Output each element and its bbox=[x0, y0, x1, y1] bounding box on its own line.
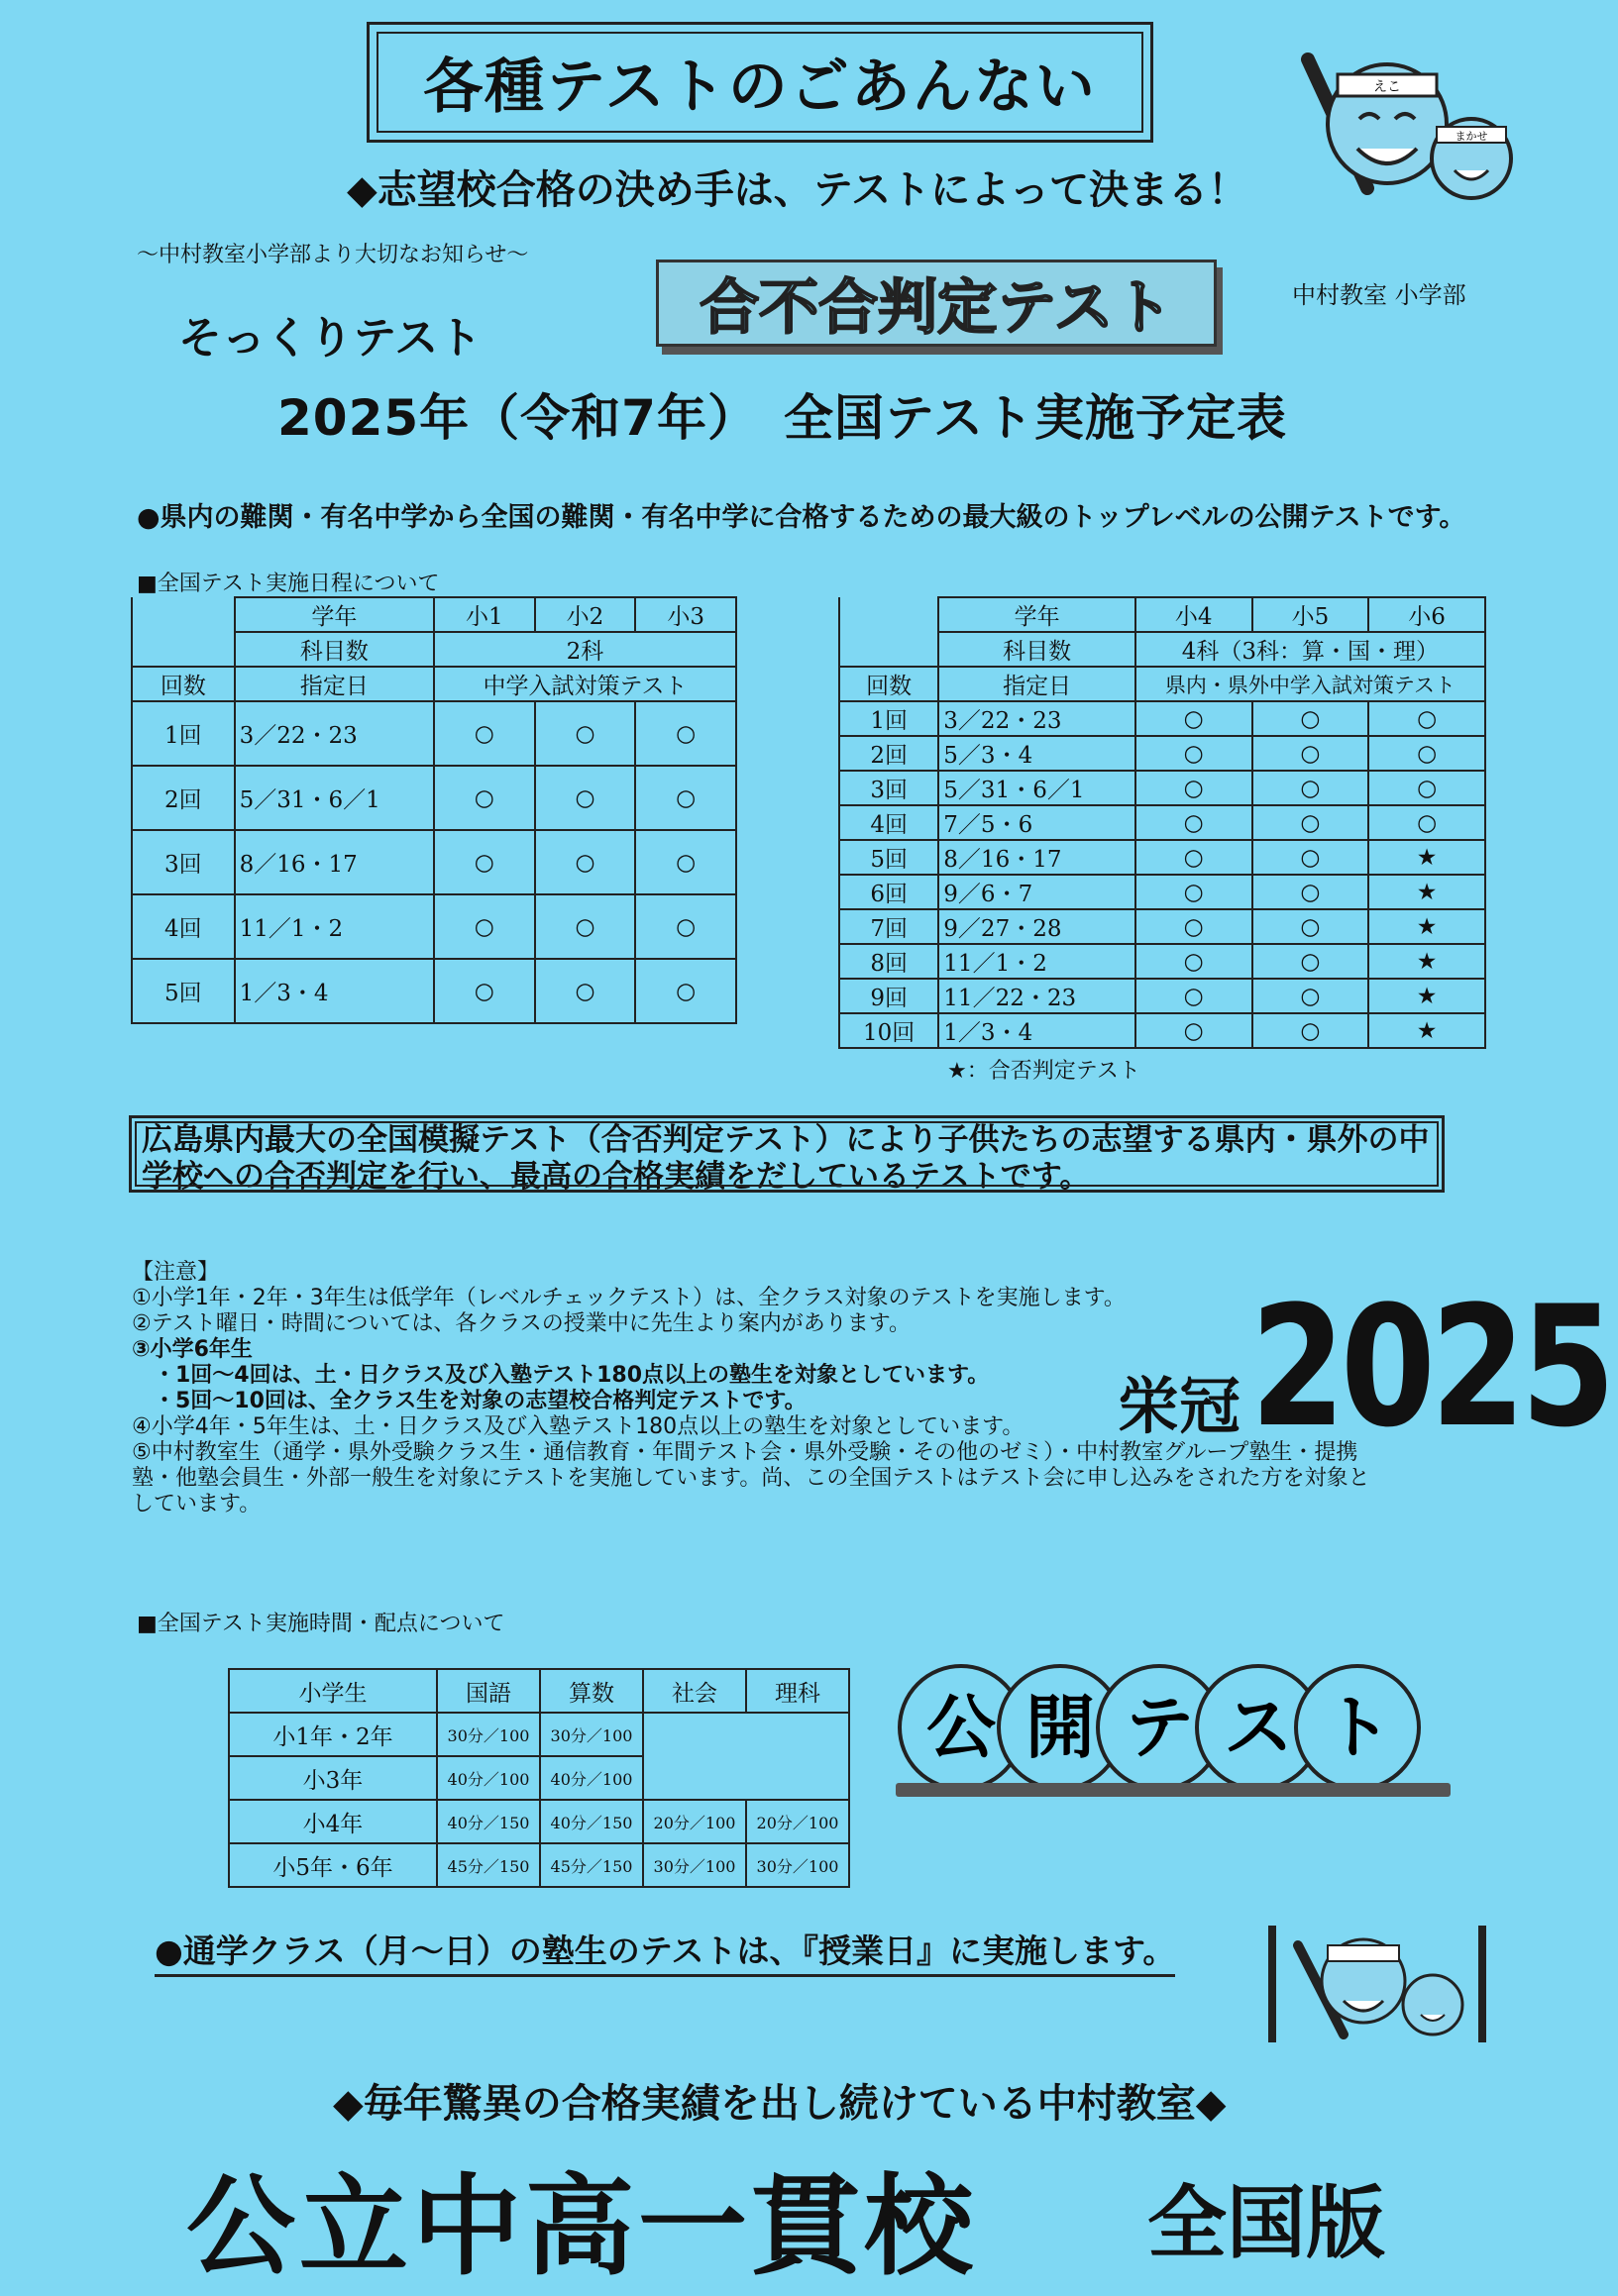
mark-cell: ○ bbox=[1252, 771, 1369, 805]
mark-cell: ○ bbox=[1252, 840, 1369, 875]
mark-cell: ○ bbox=[1368, 701, 1485, 736]
note-line: ②テスト曜日・時間については、各クラスの授業中に先生より案内があります。 bbox=[132, 1311, 911, 1336]
date-cell: 7／5・6 bbox=[938, 805, 1135, 840]
mascot-band-text: えこ bbox=[1373, 79, 1401, 95]
table-row bbox=[132, 894, 736, 959]
main-heading: 2025年（令和7年） 全国テスト実施予定表 bbox=[277, 389, 1287, 447]
star-mark-cell: ★ bbox=[1368, 909, 1485, 944]
score-cell: 40分／100 bbox=[540, 1756, 643, 1800]
table-row bbox=[839, 909, 1485, 944]
time-score-table bbox=[228, 1668, 850, 1888]
header-round: 回数 bbox=[132, 667, 235, 701]
note-line: しています。 bbox=[132, 1492, 262, 1516]
subjects-value: 4科（3科：算・国・理） bbox=[1135, 632, 1485, 667]
header-cell: 理科 bbox=[746, 1669, 849, 1713]
round-cell: 4回 bbox=[839, 805, 938, 840]
schedule-section-label: ■全国テスト実施日程について bbox=[137, 572, 440, 596]
note-line: 塾・他塾会員生・外部一般生を対象にテストを実施しています。尚、この全国テストはテスト会に申し込みをされた方を対象と bbox=[132, 1466, 1370, 1491]
mark-cell: ○ bbox=[1368, 771, 1485, 805]
score-cell: 40分／150 bbox=[540, 1800, 643, 1843]
score-cell: 40分／150 bbox=[437, 1800, 540, 1843]
mascot-illustration bbox=[1288, 40, 1526, 208]
table-row bbox=[132, 959, 736, 1023]
date-cell: 8／16・17 bbox=[938, 840, 1135, 875]
goukaku-test-label: 合不合判定テスト bbox=[656, 260, 1217, 347]
mark-cell: ○ bbox=[1368, 736, 1485, 771]
score-cell: 30分／100 bbox=[746, 1843, 849, 1887]
round-cell: 9回 bbox=[839, 979, 938, 1013]
table-row bbox=[229, 1843, 849, 1887]
divider-bar bbox=[1478, 1926, 1486, 2042]
star-mark-cell: ★ bbox=[1368, 1013, 1485, 1048]
score-cell: 30分／100 bbox=[643, 1843, 746, 1887]
eikan-label: 栄冠 bbox=[1118, 1370, 1241, 1442]
grade-cell: 小3年 bbox=[229, 1756, 437, 1800]
grade-col: 小5 bbox=[1252, 597, 1369, 632]
lower-grade-schedule-table bbox=[131, 596, 737, 1024]
mark-cell: ○ bbox=[1135, 909, 1252, 944]
score-cell: 40分／100 bbox=[437, 1756, 540, 1800]
mark-cell: ○ bbox=[1252, 736, 1369, 771]
note-line: ③小学6年生 bbox=[132, 1337, 253, 1362]
girl-face-icon bbox=[1403, 1975, 1462, 2035]
date-cell: 9／6・7 bbox=[938, 875, 1135, 909]
mark-cell: ○ bbox=[535, 894, 636, 959]
header-subjects: 科目数 bbox=[235, 632, 434, 667]
mark-cell: ○ bbox=[1135, 701, 1252, 736]
mark-cell: ○ bbox=[1135, 979, 1252, 1013]
note-line: ⑤中村教室生（通学・県外受験クラス生・通信教育・年間テスト会・県外受験・その他のゼミ）・中村教室グループ塾生・提携 bbox=[132, 1440, 1358, 1465]
grade-col: 小1 bbox=[434, 597, 535, 632]
table-row bbox=[229, 1800, 849, 1843]
test-name: 中学入試対策テスト bbox=[434, 667, 736, 701]
notes-heading: 【注意】 bbox=[132, 1260, 220, 1285]
date-cell: 5／3・4 bbox=[938, 736, 1135, 771]
footer-slogan: ◆毎年驚異の合格実績を出し続けている中村教室◆ bbox=[333, 2081, 1227, 2127]
table-row bbox=[839, 944, 1485, 979]
grade-col: 小6 bbox=[1368, 597, 1485, 632]
grade-cell: 小4年 bbox=[229, 1800, 437, 1843]
header-cell: 算数 bbox=[540, 1669, 643, 1713]
divider-bar bbox=[1268, 1926, 1276, 2042]
mark-cell: ○ bbox=[635, 766, 736, 830]
mark-cell: ○ bbox=[635, 894, 736, 959]
star-mark-cell: ★ bbox=[1368, 840, 1485, 875]
kokai-char: 開 bbox=[1025, 1687, 1095, 1768]
round-cell: 5回 bbox=[132, 959, 235, 1023]
mascot-band-text-2: まかせ bbox=[1455, 130, 1488, 143]
table-row bbox=[132, 830, 736, 894]
upper-grade-schedule-table bbox=[838, 596, 1486, 1049]
mark-cell: ○ bbox=[1252, 909, 1369, 944]
mark-cell: ○ bbox=[535, 766, 636, 830]
date-cell: 5／31・6／1 bbox=[235, 766, 434, 830]
mark-cell: ○ bbox=[434, 766, 535, 830]
score-cell: 20分／100 bbox=[643, 1800, 746, 1843]
star-mark-cell: ★ bbox=[1368, 944, 1485, 979]
date-cell: 3／22・23 bbox=[938, 701, 1135, 736]
round-cell: 2回 bbox=[132, 766, 235, 830]
table-row bbox=[839, 736, 1485, 771]
grade-col: 小3 bbox=[635, 597, 736, 632]
note-line: ①小学1年・2年・3年生は低学年（レベルチェックテスト）は、全クラス対象のテストを実施します。 bbox=[132, 1286, 1126, 1310]
table-row bbox=[229, 1713, 849, 1756]
mark-cell: ○ bbox=[635, 701, 736, 766]
kokai-char: テ bbox=[1125, 1687, 1194, 1768]
table-row bbox=[839, 840, 1485, 875]
note-line: ④小学4年・5年生は、土・日クラス及び入塾テスト180点以上の塾生を対象としています。 bbox=[132, 1414, 1025, 1439]
mark-cell: ○ bbox=[1252, 979, 1369, 1013]
grade-cell: 小1年・2年 bbox=[229, 1713, 437, 1756]
round-cell: 3回 bbox=[132, 830, 235, 894]
table-row bbox=[839, 875, 1485, 909]
mark-cell: ○ bbox=[1135, 1013, 1252, 1048]
table-header-row bbox=[229, 1669, 849, 1713]
grade-col: 小2 bbox=[535, 597, 636, 632]
grade-col: 小4 bbox=[1135, 597, 1252, 632]
header-cell: 社会 bbox=[643, 1669, 746, 1713]
lead-text: ●県内の難関・有名中学から全国の難関・有名中学に合格するための最大級のトップレベルの公開テストです。 bbox=[137, 502, 1466, 533]
table-row bbox=[839, 805, 1485, 840]
round-cell: 4回 bbox=[132, 894, 235, 959]
mark-cell: ○ bbox=[1135, 875, 1252, 909]
mark-cell: ○ bbox=[434, 701, 535, 766]
mark-cell: ○ bbox=[1135, 805, 1252, 840]
round-cell: 5回 bbox=[839, 840, 938, 875]
table-corner bbox=[132, 597, 235, 632]
header-cell: 国語 bbox=[437, 1669, 540, 1713]
mark-cell: ○ bbox=[535, 701, 636, 766]
mark-cell: ○ bbox=[1252, 701, 1369, 736]
date-cell: 1／3・4 bbox=[938, 1013, 1135, 1048]
time-section-label: ■全国テスト実施時間・配点について bbox=[137, 1612, 505, 1636]
kokai-base-bar bbox=[896, 1783, 1451, 1797]
mark-cell: ○ bbox=[1135, 840, 1252, 875]
date-cell: 5／31・6／1 bbox=[938, 771, 1135, 805]
mark-cell: ○ bbox=[1135, 944, 1252, 979]
empty-cell bbox=[643, 1713, 849, 1800]
mark-cell: ○ bbox=[434, 830, 535, 894]
table-row bbox=[839, 771, 1485, 805]
table-corner bbox=[839, 632, 938, 667]
header-subjects: 科目数 bbox=[938, 632, 1135, 667]
score-cell: 45分／150 bbox=[437, 1843, 540, 1887]
round-cell: 1回 bbox=[132, 701, 235, 766]
mark-cell: ○ bbox=[1135, 736, 1252, 771]
header-cell: 小学生 bbox=[229, 1669, 437, 1713]
star-mark-cell: ★ bbox=[1368, 875, 1485, 909]
subtitle: ◆志望校合格の決め手は、テストによって決まる！ bbox=[347, 167, 1248, 213]
grade-cell: 小5年・6年 bbox=[229, 1843, 437, 1887]
date-cell: 9／27・28 bbox=[938, 909, 1135, 944]
round-cell: 6回 bbox=[839, 875, 938, 909]
footer-big-title: 公立中高一貫校 bbox=[186, 2163, 977, 2290]
note-line: ・5回～10回は、全クラス生を対象の志望校合格判定テストです。 bbox=[132, 1389, 807, 1413]
round-cell: 3回 bbox=[839, 771, 938, 805]
tsugaku-note: ●通学クラス（月～日）の塾生のテストは、『授業日』に実施します。 bbox=[155, 1926, 1175, 1977]
mark-cell: ○ bbox=[434, 959, 535, 1023]
score-cell: 30分／100 bbox=[540, 1713, 643, 1756]
mark-cell: ○ bbox=[635, 959, 736, 1023]
sokkuri-test-label: そっくりテスト bbox=[178, 313, 483, 364]
round-cell: 1回 bbox=[839, 701, 938, 736]
mark-cell: ○ bbox=[1368, 805, 1485, 840]
kokai-char: ス bbox=[1224, 1687, 1293, 1768]
mark-cell: ○ bbox=[1252, 805, 1369, 840]
mark-cell: ○ bbox=[535, 830, 636, 894]
kokai-char: ト bbox=[1323, 1687, 1392, 1768]
page-title: 各種テストのごあんない bbox=[367, 22, 1153, 143]
eikan-year: 2025 bbox=[1250, 1270, 1611, 1464]
table-row bbox=[839, 701, 1485, 736]
date-cell: 3／22・23 bbox=[235, 701, 434, 766]
mark-cell: ○ bbox=[535, 959, 636, 1023]
score-cell: 30分／100 bbox=[437, 1713, 540, 1756]
header-grade: 学年 bbox=[235, 597, 434, 632]
mark-cell: ○ bbox=[1252, 1013, 1369, 1048]
footer-edition: 全国版 bbox=[1147, 2177, 1385, 2269]
kokai-char: 公 bbox=[926, 1687, 996, 1768]
round-cell: 7回 bbox=[839, 909, 938, 944]
header-date: 指定日 bbox=[938, 667, 1135, 701]
date-cell: 1／3・4 bbox=[235, 959, 434, 1023]
table-corner bbox=[132, 632, 235, 667]
note-line: ・1回～4回は、土・日クラス及び入塾テスト180点以上の塾生を対象としています。 bbox=[132, 1363, 990, 1388]
star-legend: ★：合否判定テスト bbox=[947, 1059, 1140, 1084]
date-cell: 11／1・2 bbox=[235, 894, 434, 959]
table-row bbox=[839, 1013, 1485, 1048]
mark-cell: ○ bbox=[1252, 875, 1369, 909]
score-cell: 20分／100 bbox=[746, 1800, 849, 1843]
school-name: 中村教室 小学部 bbox=[1292, 281, 1466, 309]
date-cell: 11／22・23 bbox=[938, 979, 1135, 1013]
test-name: 県内・県外中学入試対策テスト bbox=[1135, 667, 1485, 701]
header-date: 指定日 bbox=[235, 667, 434, 701]
subjects-value: 2科 bbox=[434, 632, 736, 667]
mascot-small-illustration bbox=[1284, 1926, 1472, 2042]
mark-cell: ○ bbox=[434, 894, 535, 959]
notice-text: ～中村教室小学部より大切なお知らせ～ bbox=[137, 243, 529, 267]
score-cell: 45分／150 bbox=[540, 1843, 643, 1887]
star-mark-cell: ★ bbox=[1368, 979, 1485, 1013]
round-cell: 2回 bbox=[839, 736, 938, 771]
mark-cell: ○ bbox=[1252, 944, 1369, 979]
round-cell: 10回 bbox=[839, 1013, 938, 1048]
kokai-test-graphic bbox=[892, 1646, 1427, 1805]
round-cell: 8回 bbox=[839, 944, 938, 979]
date-cell: 11／1・2 bbox=[938, 944, 1135, 979]
date-cell: 8／16・17 bbox=[235, 830, 434, 894]
mark-cell: ○ bbox=[1135, 771, 1252, 805]
table-row bbox=[132, 766, 736, 830]
header-grade: 学年 bbox=[938, 597, 1135, 632]
result-description-box: 広島県内最大の全国模擬テスト（合否判定テスト）により子供たちの志望する県内・県外の中学校への合否判定を行い、最高の合格実績をだしているテストです。 bbox=[129, 1115, 1445, 1193]
table-corner bbox=[839, 597, 938, 632]
table-row bbox=[132, 701, 736, 766]
mark-cell: ○ bbox=[635, 830, 736, 894]
header-round: 回数 bbox=[839, 667, 938, 701]
table-row bbox=[839, 979, 1485, 1013]
